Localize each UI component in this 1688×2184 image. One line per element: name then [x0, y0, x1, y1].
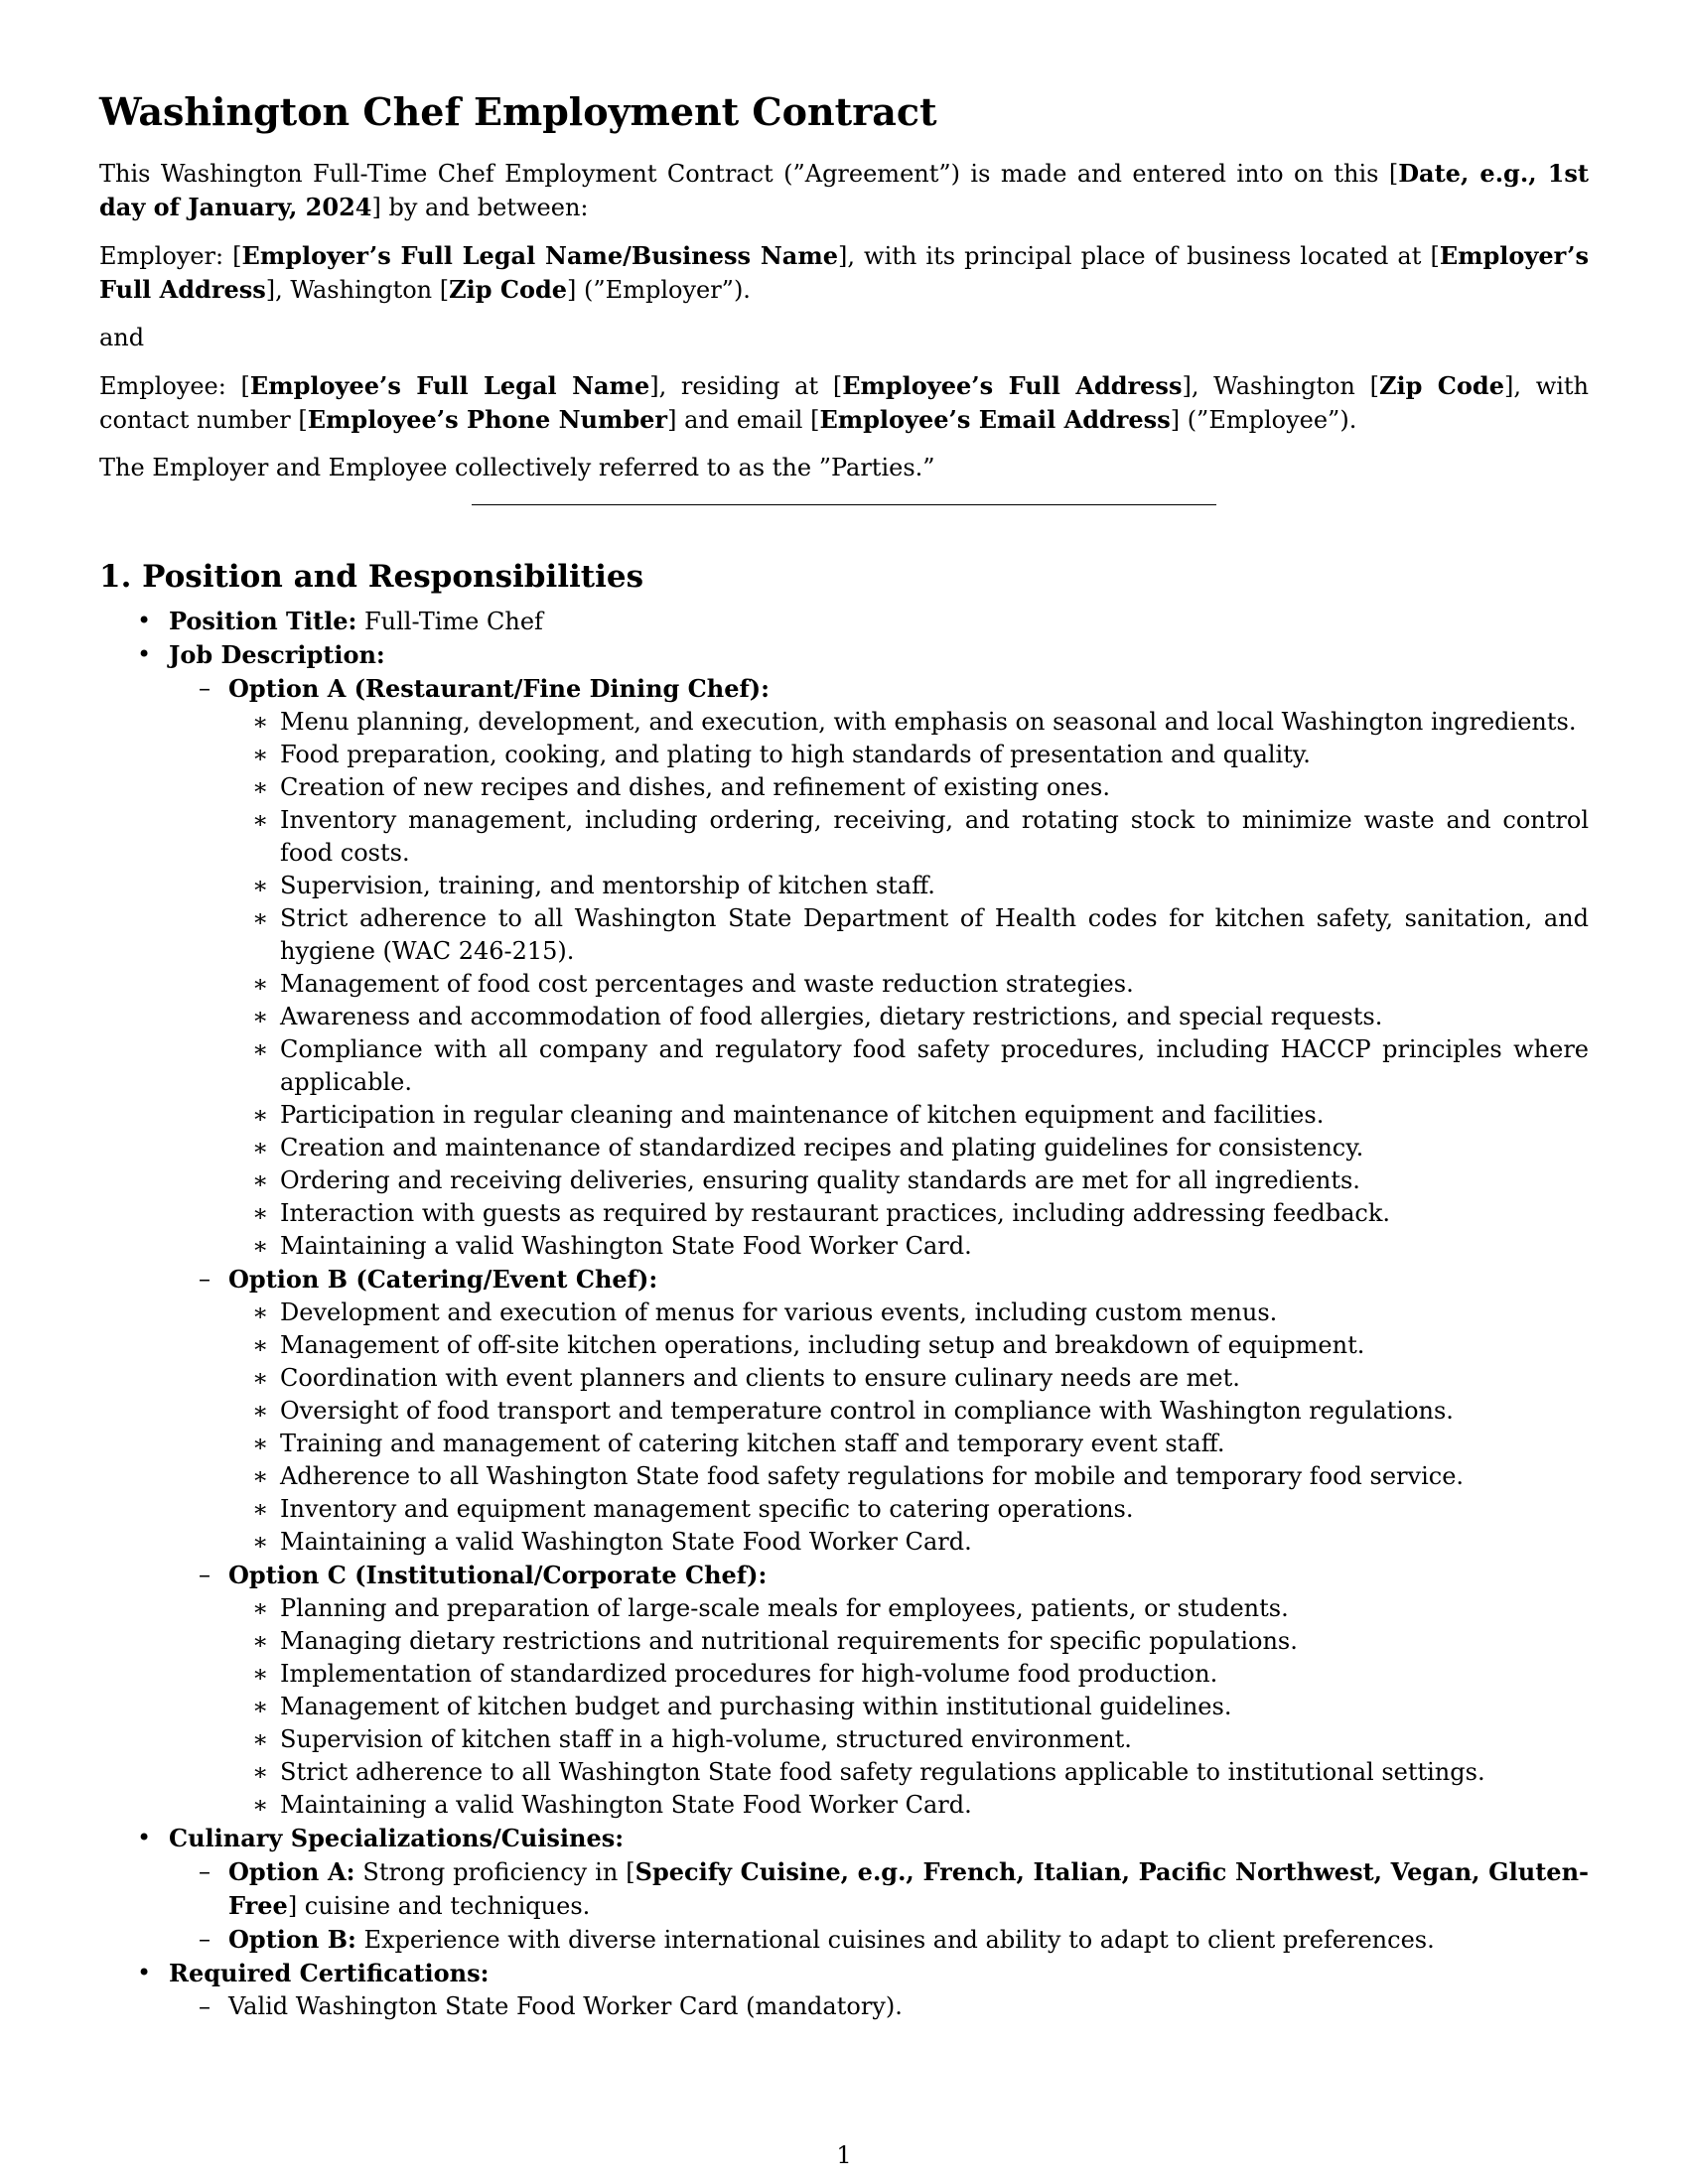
duty-item — [228, 1756, 1589, 1789]
duty-item — [228, 1033, 1589, 1099]
duty-item-text: Inventory and equipment management specific to catering operations. — [280, 1495, 1134, 1523]
star-icon: ∗ — [252, 1035, 269, 1063]
position-title-item: • Position Title: Full-Time Chef — [137, 607, 543, 635]
star-icon: ∗ — [252, 904, 269, 932]
duty-item — [228, 1526, 1589, 1559]
duty-item — [228, 1197, 1589, 1230]
duty-item-text: Awareness and accommodation of food allergies, dietary restrictions, and special requests. — [280, 1003, 1383, 1030]
employer-address-placeholder: Employer’s Full Address — [99, 241, 1590, 304]
star-icon: ∗ — [252, 1495, 269, 1523]
option-c-item: – Option C (Institutional/Corporate Chef): ∗ Planning and preparation of large-scale meals for employees, patients, or students. ∗ Managing dietary restrictions and nutritional requirements for specific populations. ∗ Implementation of standardized procedures for high-volume food production. ∗ Management of kitchen budget and purchasing within institutional guidelines. ∗ Supervision of kitchen staff in a high-volume, structured environment. ∗ Strict adherence to all Washington State food safety regulations applicable to institutional settings. ∗ Maintaining a valid Washington State Food Worker Card. — [169, 1559, 1589, 1822]
duty-item-text: Adherence to all Washington State food safety regulations for mobile and temporary food service. — [280, 1462, 1465, 1490]
duty-item-text: Inventory management, including ordering, receiving, and rotating stock to minimize waste and control food costs. — [280, 806, 1589, 867]
duty-item — [228, 1099, 1589, 1132]
star-icon: ∗ — [252, 1758, 269, 1786]
duty-item — [228, 902, 1589, 968]
star-icon: ∗ — [252, 806, 269, 834]
duty-item-text: Management of off-site kitchen operations, including setup and breakdown of equipment. — [280, 1331, 1365, 1359]
duty-item-text: Management of food cost percentages and waste reduction strategies. — [280, 970, 1134, 998]
cuisine-option-a: – Option A: Strong proficiency in [Specify Cuisine, e.g., French, Italian, Pacific Northwest, Vegan, Gluten-Free] cuisine and techniques. — [199, 1857, 1589, 1920]
dash-icon: – — [199, 1992, 211, 2020]
bullet-icon: • — [137, 607, 152, 634]
employer-zip-placeholder: Zip Code — [449, 275, 568, 304]
option-c-duties — [228, 1592, 1589, 1822]
dash-icon: – — [199, 1265, 211, 1293]
star-icon: ∗ — [252, 1397, 269, 1425]
duty-item-text: Strict adherence to all Washington State Department of Health codes for kitchen safety, sanitation, and hygiene (WAC 246-215). — [280, 904, 1589, 965]
employee-name-placeholder: Employee’s Full Legal Name — [249, 371, 650, 400]
duty-item — [228, 1230, 1589, 1263]
duty-item — [228, 1362, 1589, 1395]
date-placeholder: Date, e.g., 1st day of January, 2024 — [99, 159, 1589, 221]
star-icon: ∗ — [252, 872, 269, 899]
employee-zip-placeholder: Zip Code — [1378, 371, 1504, 400]
cuisines-item: • Culinary Specializations/Cuisines: – Option A: Strong proficiency in [Specify Cuisine, e.g., French, Italian, Pacific Northwest, Vegan, Gluten-Free] cuisine and techniques. – Option B: Experience with diverse international cuisines and ability to adapt to client preferences. — [99, 1822, 1589, 1957]
duty-item-text: Supervision of kitchen staff in a high-volume, structured environment. — [280, 1725, 1132, 1753]
duty-item-text: Interaction with guests as required by restaurant practices, including addressing feedback. — [280, 1199, 1391, 1227]
duty-item-text: Development and execution of menus for various events, including custom menus. — [280, 1298, 1278, 1326]
star-icon: ∗ — [252, 1660, 269, 1688]
duty-item — [228, 870, 1589, 902]
certifications-item: • Required Certifications: – Valid Washington State Food Worker Card (mandatory). — [99, 1957, 1589, 2023]
employer-paragraph: Employer: [Employer’s Full Legal Name/Business Name], with its principal place of business located at [Employer’s Full Address], Washington [Zip Code] (”Employer”). — [99, 241, 1590, 304]
duty-item — [228, 739, 1589, 771]
duty-item-text: Maintaining a valid Washington State Food Worker Card. — [280, 1232, 972, 1260]
star-icon: ∗ — [252, 1364, 269, 1392]
document-page — [99, 87, 1589, 2023]
duty-item — [228, 1592, 1589, 1625]
duty-item — [228, 1001, 1589, 1033]
duty-item — [228, 804, 1589, 870]
duty-item-text: Ordering and receiving deliveries, ensuring quality standards are met for all ingredients. — [280, 1166, 1360, 1194]
star-icon: ∗ — [252, 1101, 269, 1129]
document-title: Washington Chef Employment Contract — [99, 89, 937, 134]
star-icon: ∗ — [252, 1430, 269, 1457]
duty-item-text: Menu planning, development, and execution, with emphasis on seasonal and local Washington ingredients. — [280, 708, 1577, 736]
star-icon: ∗ — [252, 1791, 269, 1819]
duty-item-text: Management of kitchen budget and purchasing within institutional guidelines. — [280, 1693, 1232, 1720]
duty-item — [228, 706, 1589, 739]
certifications-list — [169, 1990, 1589, 2023]
certification-item-text: Valid Washington State Food Worker Card (mandatory). — [228, 1992, 903, 2020]
duty-item — [228, 1428, 1589, 1460]
dash-icon: – — [199, 1561, 211, 1588]
duty-item-text: Supervision, training, and mentorship of kitchen staff. — [280, 872, 935, 899]
duty-item — [228, 1658, 1589, 1691]
employee-paragraph: Employee: [Employee’s Full Legal Name], residing at [Employee’s Full Address], Washington [Zip Code], with contact number [Employee’s Phone Number] and email [Employee’s Email Address] (”Employee”). — [99, 371, 1590, 434]
duty-item — [228, 1164, 1589, 1197]
option-a-item: – Option A (Restaurant/Fine Dining Chef): ∗ Menu planning, development, and execution, with emphasis on seasonal and local Washington ingredients. ∗ Food preparation, cooking, and plating to high standards of presentation and quality. ∗ Creation of new recipes and dishes, and refinement of existing ones. ∗ Inventory management, including ordering, receiving, and rotating stock to minimize waste and control food costs. ∗ Supervision, training, and mentorship of kitchen staff. ∗ Strict adherence to all Washington State Department of Health codes for kitchen safety, sanitation, and hygiene (WAC 246-215). ∗ Management of food cost percentages and waste reduction strategies. ∗ Awareness and accommodation of food allergies, dietary restrictions, and special requests. ∗ Compliance with all company and regulatory food safety procedures, including HACCP principles where applicable. ∗ Participation in regular cleaning and maintenance of kitchen equipment and facilities. ∗ Creation and maintenance of standardized recipes and plating guidelines for consistency. ∗ Ordering and receiving deliveries, ensuring quality standards are met for all ingredients. ∗ Interaction with guests as required by restaurant practices, including addressing feedback. ∗ Maintaining a valid Washington State Food Worker Card. — [169, 672, 1589, 1263]
job-options-list — [169, 672, 1589, 1822]
duty-item-text: Participation in regular cleaning and maintenance of kitchen equipment and facilities. — [280, 1101, 1325, 1129]
duty-item-text: Oversight of food transport and temperature control in compliance with Washington regulations. — [280, 1397, 1454, 1425]
star-icon: ∗ — [252, 1298, 269, 1326]
duty-item — [228, 1395, 1589, 1428]
section-1-heading: 1. Position and Responsibilities — [99, 559, 644, 595]
intro-paragraph: This Washington Full-Time Chef Employment Contract (”Agreement”) is made and entered into on this [Date, e.g., 1st day of January, 2024] by and between: — [99, 159, 1589, 221]
duty-item-text: Food preparation, cooking, and plating to high standards of presentation and quality. — [280, 741, 1311, 768]
star-icon: ∗ — [252, 1232, 269, 1260]
star-icon: ∗ — [252, 1462, 269, 1490]
employee-address-placeholder: Employee’s Full Address — [842, 371, 1183, 400]
option-b-duties — [228, 1297, 1589, 1559]
cuisine-placeholder: Specify Cuisine, e.g., French, Italian, Pacific Northwest, Vegan, Gluten-Free — [228, 1857, 1589, 1920]
employee-phone-placeholder: Employee’s Phone Number — [307, 405, 668, 434]
duty-item-text: Managing dietary restrictions and nutritional requirements for specific populations. — [280, 1627, 1298, 1655]
dash-icon: – — [199, 1857, 211, 1885]
section-1-list — [99, 605, 1589, 2023]
and-paragraph: and — [99, 324, 145, 351]
duty-item-text: Creation and maintenance of standardized recipes and plating guidelines for consistency. — [280, 1134, 1364, 1161]
star-icon: ∗ — [252, 741, 269, 768]
duty-item — [228, 1329, 1589, 1362]
option-b-item: – Option B (Catering/Event Chef): ∗ Development and execution of menus for various events, including custom menus. ∗ Management of off-site kitchen operations, including setup and breakdown of equipment. ∗ Coordination with event planners and clients to ensure culinary needs are met. ∗ Oversight of food transport and temperature control in compliance with Washington regulations. ∗ Training and management of catering kitchen staff and temporary event staff. ∗ Adherence to all Washington State food safety regulations for mobile and temporary food service. ∗ Inventory and equipment management specific to catering operations. ∗ Maintaining a valid Washington State Food Worker Card. — [169, 1263, 1589, 1559]
cuisine-option-b: – Option B: Experience with diverse international cuisines and ability to adapt to client preferences. — [199, 1925, 1435, 1954]
duty-item-text: Coordination with event planners and clients to ensure culinary needs are met. — [280, 1364, 1240, 1392]
star-icon: ∗ — [252, 708, 269, 736]
job-description-item: • Job Description: – Option A (Restaurant/Fine Dining Chef): ∗ Menu planning, development, and execution, with emphasis on seasonal and local Washington ingredients. ∗ Food preparation, cooking, and plating to high standards of presentation and quality. ∗ Creation of new recipes and dishes, and refinement of existing ones. ∗ Inventory management, including ordering, receiving, and rotating stock to minimize waste and control food costs. ∗ Supervision, training, and mentorship of kitchen staff. ∗ Strict adherence to all Washington State Department of Health codes for kitchen safety, sanitation, and hygiene (WAC 246-215). ∗ Management of food cost percentages and waste reduction strategies. ∗ Awareness and accommodation of food allergies, dietary restrictions, and special requests. ∗ Compliance with all company and regulatory food safety procedures, including HACCP principles where applicable. ∗ Participation in regular cleaning and maintenance of kitchen equipment and facilities. ∗ Creation and maintenance of standardized recipes and plating guidelines for consistency. ∗ Ordering and receiving deliveries, ensuring quality standards are met for all ingredients. ∗ Interaction with guests as required by restaurant practices, including addressing feedback. ∗ Maintaining a valid Washington State Food Worker Card. – Option B (Catering/Event Chef): ∗ Development and execution of menus for various events, including custom menus. ∗ Management of off-site kitchen operations, including setup and breakdown of equipment. ∗ Coordination with event planners and clients to ensure culinary needs are met. ∗ Oversight of food transport and temperature control in compliance with Washington regulations. ∗ Training and management of catering kitchen staff and temporary event staff. ∗ Adherence to all Washington State food safety regulations for mobile and temporary food service. ∗ Inventory and equipment management specific to catering operations. ∗ Maintaining a valid Washington State Food Worker Card. – Option C (Institutional/Corporate Chef): ∗ Planning and preparation of large-scale meals for employees, patients, or students. ∗ Managing dietary restrictions and nutritional requirements for specific populations. ∗ Implementation of standardized procedures for high-volume food production. ∗ Management of kitchen budget and purchasing within institutional guidelines. ∗ Supervision of kitchen staff in a high-volume, structured environment. ∗ Strict adherence to all Washington State food safety regulations applicable to institutional settings. ∗ Maintaining a valid Washington State Food Worker Card. — [99, 638, 1589, 1822]
parties-paragraph: The Employer and Employee collectively referred to as the ”Parties.” — [99, 454, 935, 481]
duty-item-text: Strict adherence to all Washington State food safety regulations applicable to institutional settings. — [280, 1758, 1485, 1786]
bullet-icon: • — [137, 1959, 152, 1986]
duty-item — [228, 1789, 1589, 1822]
duty-item-text: Creation of new recipes and dishes, and refinement of existing ones. — [280, 773, 1110, 801]
duty-item-text: Implementation of standardized procedures for high-volume food production. — [280, 1660, 1218, 1688]
duty-item-text: Maintaining a valid Washington State Food Worker Card. — [280, 1528, 972, 1556]
duty-item — [228, 1132, 1589, 1164]
employee-email-placeholder: Employee’s Email Address — [819, 405, 1171, 434]
star-icon: ∗ — [252, 1627, 269, 1655]
duty-item — [228, 1460, 1589, 1493]
cuisine-options-list — [169, 1855, 1589, 1957]
star-icon: ∗ — [252, 1594, 269, 1622]
duty-item — [228, 1691, 1589, 1723]
employer-name-placeholder: Employer’s Full Legal Name/Business Name — [241, 241, 838, 270]
option-a-duties — [228, 706, 1589, 1263]
duty-item-text: Compliance with all company and regulatory food safety procedures, including HACCP principles where applicable. — [280, 1035, 1589, 1096]
dash-icon: – — [199, 1925, 211, 1953]
star-icon: ∗ — [252, 1166, 269, 1194]
duty-item — [228, 1493, 1589, 1526]
star-icon: ∗ — [252, 773, 269, 801]
star-icon: ∗ — [252, 1003, 269, 1030]
duty-item — [228, 968, 1589, 1001]
duty-item-text: Maintaining a valid Washington State Food Worker Card. — [280, 1791, 972, 1819]
duty-item-text: Planning and preparation of large-scale meals for employees, patients, or students. — [280, 1594, 1289, 1622]
dash-icon: – — [199, 674, 211, 702]
horizontal-divider — [472, 504, 1216, 505]
star-icon: ∗ — [252, 1331, 269, 1359]
duty-item — [228, 1297, 1589, 1329]
star-icon: ∗ — [252, 1134, 269, 1161]
star-icon: ∗ — [252, 1199, 269, 1227]
duty-item — [228, 1625, 1589, 1658]
duty-item — [228, 1723, 1589, 1756]
star-icon: ∗ — [252, 1693, 269, 1720]
certification-item — [169, 1990, 1589, 2023]
duty-item-text: Training and management of catering kitchen staff and temporary event staff. — [280, 1430, 1225, 1457]
page-number: 1 — [836, 2141, 852, 2169]
bullet-icon: • — [137, 1824, 152, 1851]
duty-item — [228, 771, 1589, 804]
star-icon: ∗ — [252, 1725, 269, 1753]
bullet-icon: • — [137, 640, 152, 668]
star-icon: ∗ — [252, 970, 269, 998]
star-icon: ∗ — [252, 1528, 269, 1556]
